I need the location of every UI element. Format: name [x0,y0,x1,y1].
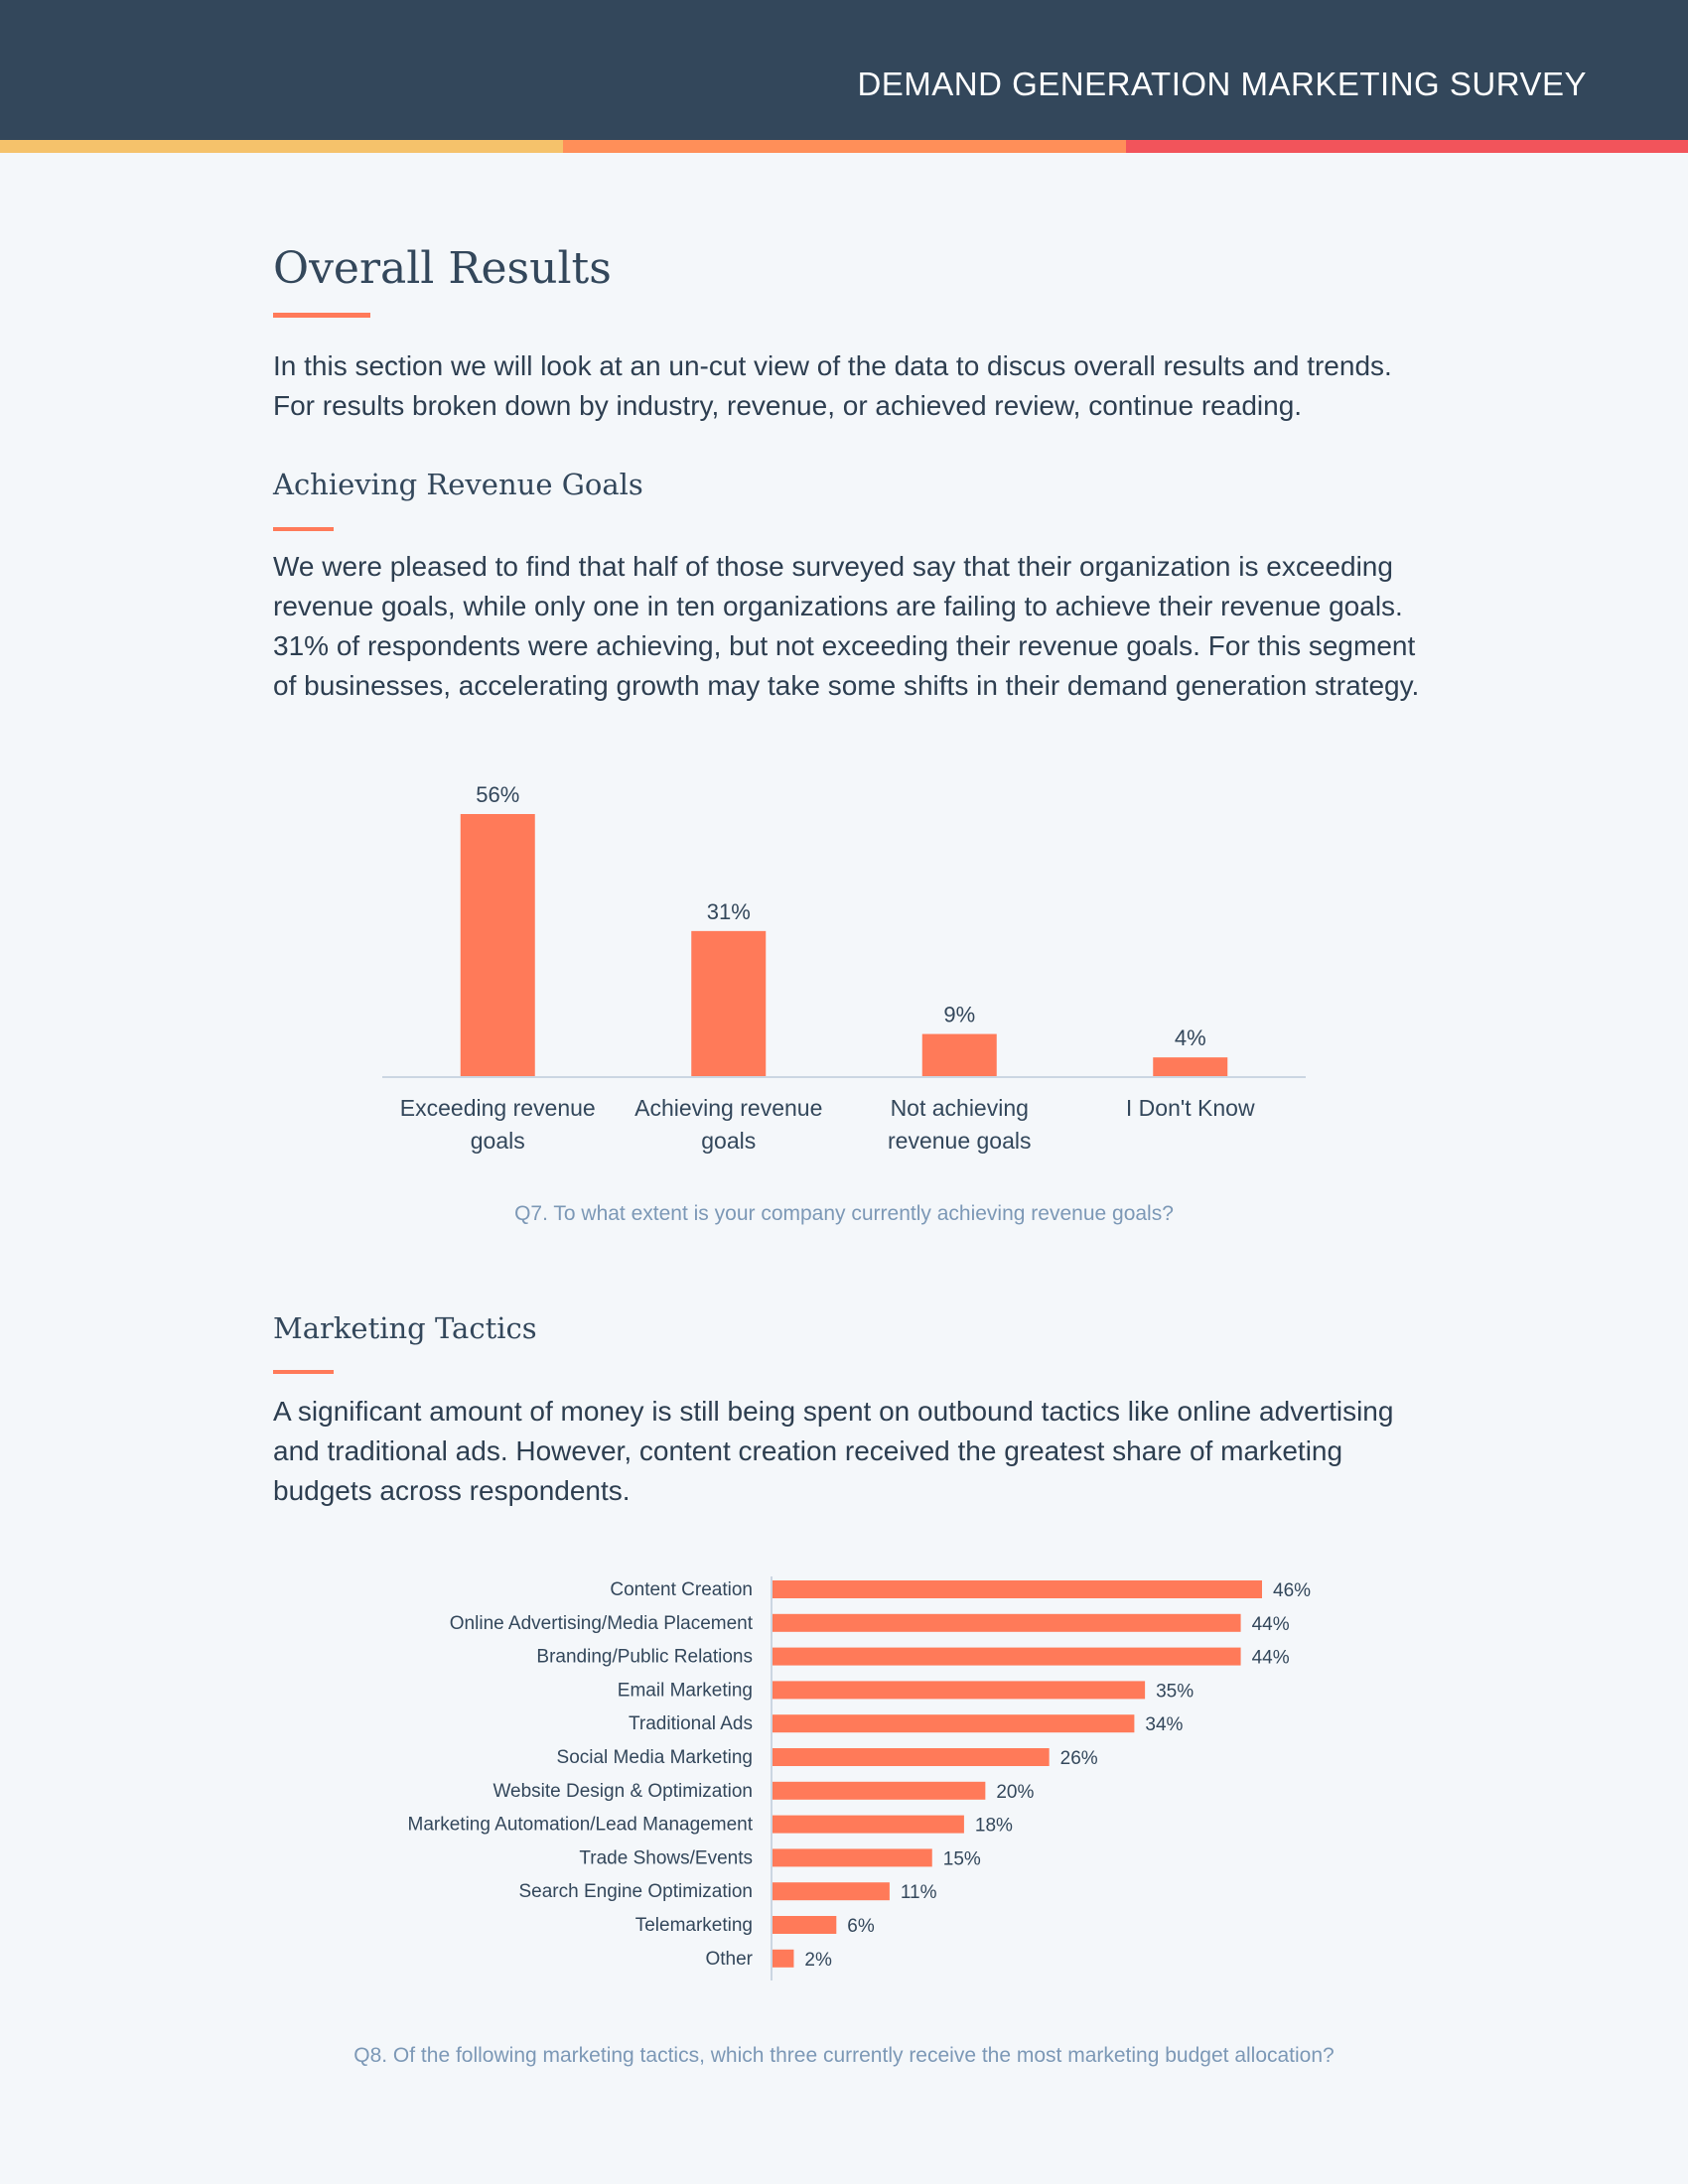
bar [773,1950,793,1968]
category-label: Search Engine Optimization [518,1881,753,1903]
accent-stripe-orange [563,140,1126,153]
page-header [0,0,1688,140]
bar [691,931,766,1076]
data-label: 31% [706,898,751,924]
bar [773,1648,1241,1666]
bar [1153,1057,1227,1076]
category-label: goals [470,1128,525,1154]
data-label: 44% [1251,1613,1290,1635]
category-label: goals [701,1128,757,1154]
revenue-chart-caption: Q7. To what extent is your company currently achieving revenue goals? [514,1202,1174,1225]
category-label: Online Advertising/Media Placement [449,1612,753,1634]
category-label: Achieving revenue [634,1095,823,1121]
data-label: 2% [804,1949,832,1971]
category-label: Social Media Marketing [556,1747,753,1768]
category-label: Website Design & Optimization [492,1780,753,1802]
data-label: 20% [996,1781,1035,1803]
bar [773,1714,1134,1732]
data-label: 26% [1059,1748,1098,1769]
accent-stripe-red [1126,140,1688,153]
data-label: 46% [1273,1580,1312,1601]
revenue-paragraph: We were pleased to find that half of those surveyed say that their organization is exceeding revenue goals, while only one in ten organizations are failing to achieve their revenue goals. 31% of respondents were achieving, but not exceeding their revenue goals. For this segment of businesses, accelerating growth may take some shifts in their demand generation strategy. [273,551,1420,701]
data-label: 11% [900,1882,937,1904]
bar [773,1580,1262,1598]
bar [773,1614,1241,1632]
bar [461,814,535,1076]
category-label: I Don't Know [1125,1095,1255,1121]
data-label: 6% [847,1916,875,1937]
revenue-heading-underline [273,527,334,531]
data-label: 4% [1174,1025,1206,1051]
revenue-heading: Achieving Revenue Goals [273,468,643,501]
data-label: 15% [942,1848,981,1870]
bar [773,1681,1145,1699]
data-label: 44% [1251,1647,1290,1669]
category-label: Exceeding revenue [399,1095,596,1121]
data-label: 34% [1145,1714,1184,1736]
revenue-goals-bar-chart [0,754,1688,1171]
bar [773,1748,1050,1766]
category-label: revenue goals [888,1128,1032,1154]
data-label: 56% [476,782,520,807]
report-title: DEMAND GENERATION MARKETING SURVEY [857,66,1587,102]
category-label: Trade Shows/Events [579,1847,753,1869]
tactics-paragraph: A significant amount of money is still being spent on outbound tactics like online advertising and traditional ads. However, content creation received the greatest share of marketing budgets across respondents. [273,1396,1394,1506]
bar [773,1782,985,1800]
category-label: Content Creation [610,1579,753,1600]
tactics-chart-caption: Q8. Of the following marketing tactics, which three currently receive the most marketing budget allocation? [353,2044,1335,2067]
section-title: Overall Results [273,243,612,294]
data-label: 9% [943,1002,976,1027]
marketing-tactics-bar-chart [0,1569,1688,1995]
category-label: Traditional Ads [629,1713,753,1735]
data-label: 18% [974,1815,1013,1837]
bar [922,1034,997,1076]
bar [773,1816,964,1834]
tactics-heading: Marketing Tactics [273,1311,537,1345]
bar [773,1848,932,1866]
title-underline [273,313,370,318]
intro-paragraph: In this section we will look at an un-cut view of the data to discus overall results and trends. For results broken down by industry, revenue, or achieved review, continue reading. [273,350,1392,421]
category-label: Email Marketing [617,1680,753,1702]
tactics-heading-underline [273,1370,334,1374]
category-label: Other [705,1948,753,1970]
accent-stripe-yellow [0,140,563,153]
category-label: Not achieving [890,1095,1029,1121]
data-label: 35% [1156,1681,1195,1703]
bar [773,1916,836,1934]
category-label: Telemarketing [634,1915,753,1936]
category-label: Branding/Public Relations [536,1646,753,1668]
category-label: Marketing Automation/Lead Management [407,1814,753,1836]
bar [773,1882,890,1900]
